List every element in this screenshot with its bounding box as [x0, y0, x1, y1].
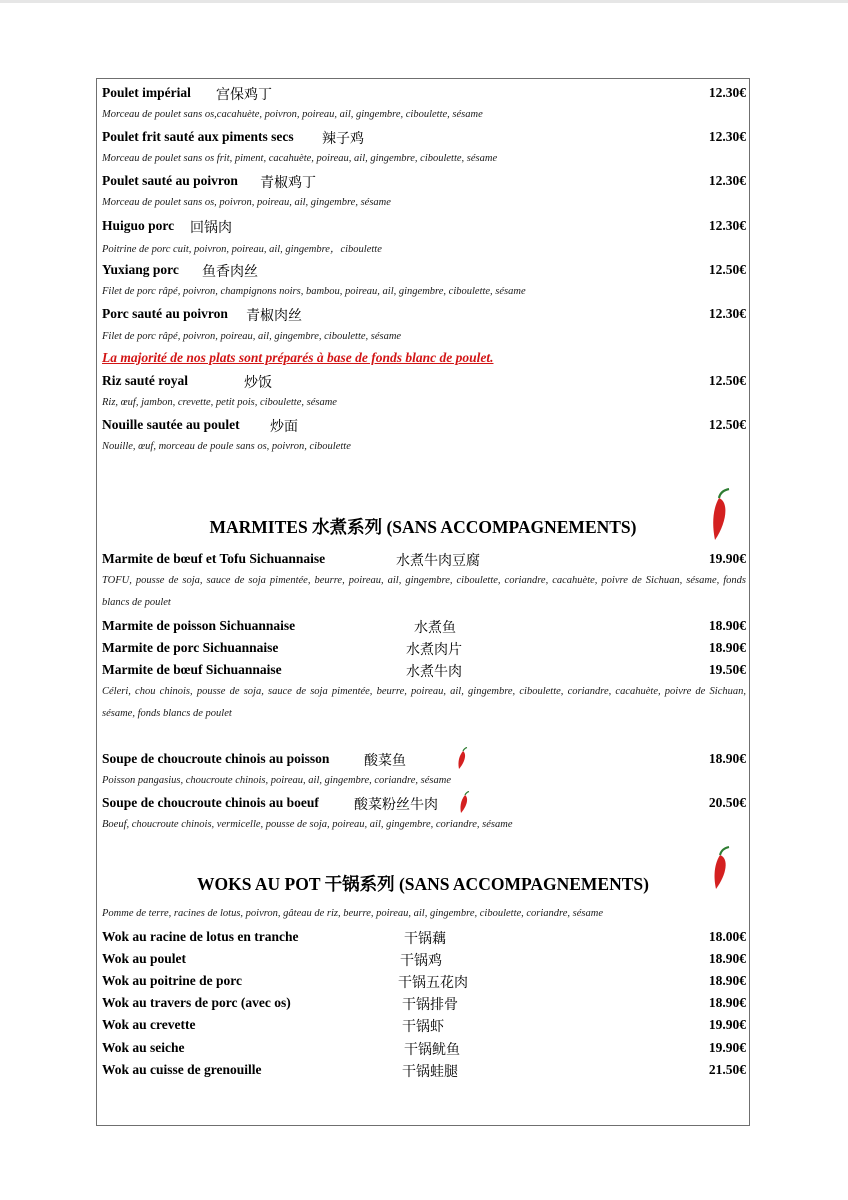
item-price: 18.90€	[708, 640, 746, 655]
item-description: Poisson pangasius, choucroute chinois, poireau, ail, gingembre, coriandre, sésame	[102, 775, 451, 786]
item-price: 18.90€	[708, 995, 746, 1010]
section-title-marmites: MARMITES 水煮系列 (SANS ACCOMPAGNEMENTS)	[209, 517, 637, 537]
menu-item	[102, 1040, 746, 1060]
item-description: Riz, œuf, jambon, crevette, petit pois, ciboulette, sésame	[102, 397, 337, 408]
menu-item	[102, 1017, 746, 1037]
item-name: Wok au seiche	[102, 1040, 185, 1055]
menu-item	[102, 373, 746, 393]
menu-item	[102, 929, 746, 949]
menu-item	[102, 1062, 746, 1082]
item-description: TOFU, pousse de soja, sauce de soja pimentée, beurre, poireau, ail, gingembre, ciboulette, coriandre, cacahuète, poivre de Sichuan, sésame, fonds blancs de poulet	[102, 575, 746, 608]
item-name: Poulet impérial	[102, 85, 191, 100]
item-chinese-name: 炒面	[270, 420, 298, 435]
item-chinese-name: 水煮肉片	[406, 643, 462, 658]
item-description: Nouille, œuf, morceau de poule sans os, poivron, ciboulette	[102, 441, 351, 452]
item-price: 18.90€	[708, 751, 746, 766]
item-name: Marmite de porc Sichuannaise	[102, 640, 279, 655]
item-name: Soupe de choucroute chinois au poisson	[102, 751, 330, 766]
item-name: Riz sauté royal	[102, 373, 188, 388]
item-name: Huiguo porc	[102, 218, 175, 233]
item-price: 19.90€	[708, 1017, 746, 1032]
item-name: Wok au poitrine de porc	[102, 973, 243, 988]
item-price: 12.30€	[708, 306, 746, 321]
section-description: Pomme de terre, racines de lotus, poivron, gâteau de riz, beurre, poireau, ail, gingembre, ciboulette, coriandre, sésame	[102, 908, 603, 919]
item-name: Wok au racine de lotus en tranche	[102, 929, 299, 944]
item-price: 18.90€	[708, 618, 746, 633]
item-name: Wok au cuisse de grenouille	[102, 1062, 262, 1077]
item-name: Marmite de poisson Sichuannaise	[102, 618, 296, 633]
item-price: 12.50€	[708, 373, 746, 388]
item-chinese-name: 炒饭	[244, 376, 272, 391]
menu-item	[102, 995, 746, 1015]
section-title-woks: WOKS AU POT 干锅系列 (SANS ACCOMPAGNEMENTS)	[197, 874, 649, 894]
item-name: Wok au crevette	[102, 1017, 196, 1032]
menu-item	[102, 417, 746, 437]
item-name: Soupe de choucroute chinois au boeuf	[102, 795, 319, 810]
item-chinese-name: 青椒肉丝	[246, 309, 302, 324]
red-chili-pepper-icon	[705, 488, 733, 544]
item-name: Marmite de bœuf Sichuannaise	[102, 662, 282, 677]
item-chinese-name: 回锅肉	[190, 221, 232, 236]
item-description: Morceau de poulet sans os frit, piment, cacahuète, poireau, ail, gingembre, ciboulette, sésame	[102, 153, 498, 164]
menu-item	[102, 751, 746, 771]
red-chili-pepper-icon	[708, 846, 732, 892]
item-chinese-name: 干锅蛙腿	[402, 1065, 458, 1080]
item-price: 20.50€	[708, 795, 746, 810]
item-chinese-name: 辣子鸡	[322, 132, 364, 147]
item-price: 18.90€	[708, 951, 746, 966]
menu-item	[102, 951, 746, 971]
item-price: 18.90€	[708, 973, 746, 988]
menu-item	[102, 662, 746, 682]
item-price: 19.90€	[708, 551, 746, 566]
item-price: 19.90€	[708, 1040, 746, 1055]
item-chinese-name: 鱼香肉丝	[202, 265, 258, 280]
item-name: Poulet frit sauté aux piments secs	[102, 129, 294, 144]
menu-item	[102, 306, 746, 326]
item-name: Nouille sautée au poulet	[102, 417, 240, 432]
item-price: 12.50€	[708, 262, 746, 277]
item-chinese-name: 青椒鸡丁	[260, 176, 316, 191]
item-chinese-name: 酸菜粉丝牛肉	[354, 798, 438, 813]
item-description: Poitrine de porc cuit, poivron, poireau, ail, gingembre，ciboulette	[102, 244, 382, 255]
item-description: Morceau de poulet sans os,cacahuète, poivron, poireau, ail, gingembre, ciboulette, sésame	[102, 109, 483, 120]
item-chinese-name: 干锅鱿鱼	[404, 1043, 460, 1058]
item-chinese-name: 酸菜鱼	[364, 754, 406, 769]
item-price: 12.50€	[708, 417, 746, 432]
item-price: 19.50€	[708, 662, 746, 677]
menu-item	[102, 640, 746, 660]
item-description: Filet de porc râpé, poivron, champignons noirs, bambou, poireau, ail, gingembre, ciboulette, sésame	[102, 286, 526, 297]
item-name: Marmite de bœuf et Tofu Sichuannaise	[102, 551, 326, 566]
item-price: 12.30€	[708, 129, 746, 144]
menu-item	[102, 173, 746, 193]
poultry-stock-notice: La majorité de nos plats sont préparés à base de fonds blanc de poulet.	[102, 350, 494, 365]
item-chinese-name: 水煮牛肉	[406, 665, 462, 680]
menu-item	[102, 973, 746, 993]
item-price: 21.50€	[708, 1062, 746, 1077]
menu-item	[102, 262, 746, 282]
item-name: Porc sauté au poivron	[102, 306, 228, 321]
item-chinese-name: 干锅鸡	[400, 954, 442, 969]
item-name: Wok au poulet	[102, 951, 187, 966]
item-chinese-name: 干锅虾	[402, 1020, 444, 1035]
item-description: Boeuf, choucroute chinois, vermicelle, pousse de soja, poireau, ail, gingembre, coriandre, sésame	[102, 819, 513, 830]
menu-item	[102, 795, 746, 815]
red-chili-pepper-icon	[456, 747, 468, 771]
item-chinese-name: 干锅排骨	[402, 998, 458, 1013]
menu-item	[102, 218, 746, 238]
item-chinese-name: 宫保鸡丁	[216, 88, 272, 103]
item-price: 18.00€	[708, 929, 746, 944]
top-border	[0, 0, 848, 3]
item-description: Céleri, chou chinois, pousse de soja, sauce de soja pimentée, beurre, poireau, ail, gingembre, ciboulette, coriandre, cacahuète, poivre de Sichuan, sésame, fonds blancs de poulet	[102, 686, 746, 719]
item-name: Yuxiang porc	[102, 262, 179, 277]
item-chinese-name: 水煮鱼	[414, 621, 456, 636]
item-description: Filet de porc râpé, poivron, poireau, ail, gingembre, ciboulette, sésame	[102, 331, 402, 342]
menu-item	[102, 551, 746, 571]
item-price: 12.30€	[708, 218, 746, 233]
menu-item	[102, 85, 746, 105]
item-chinese-name: 干锅五花肉	[398, 976, 468, 991]
item-description: Morceau de poulet sans os, poivron, poireau, ail, gingembre, sésame	[102, 197, 391, 208]
item-price: 12.30€	[708, 85, 746, 100]
menu-item	[102, 129, 746, 149]
red-chili-pepper-icon	[458, 791, 470, 815]
item-chinese-name: 水煮牛肉豆腐	[396, 554, 480, 569]
item-name: Poulet sauté au poivron	[102, 173, 238, 188]
item-chinese-name: 干锅藕	[404, 932, 446, 947]
item-name: Wok au travers de porc (avec os)	[102, 995, 291, 1010]
item-price: 12.30€	[708, 173, 746, 188]
menu-item	[102, 618, 746, 638]
